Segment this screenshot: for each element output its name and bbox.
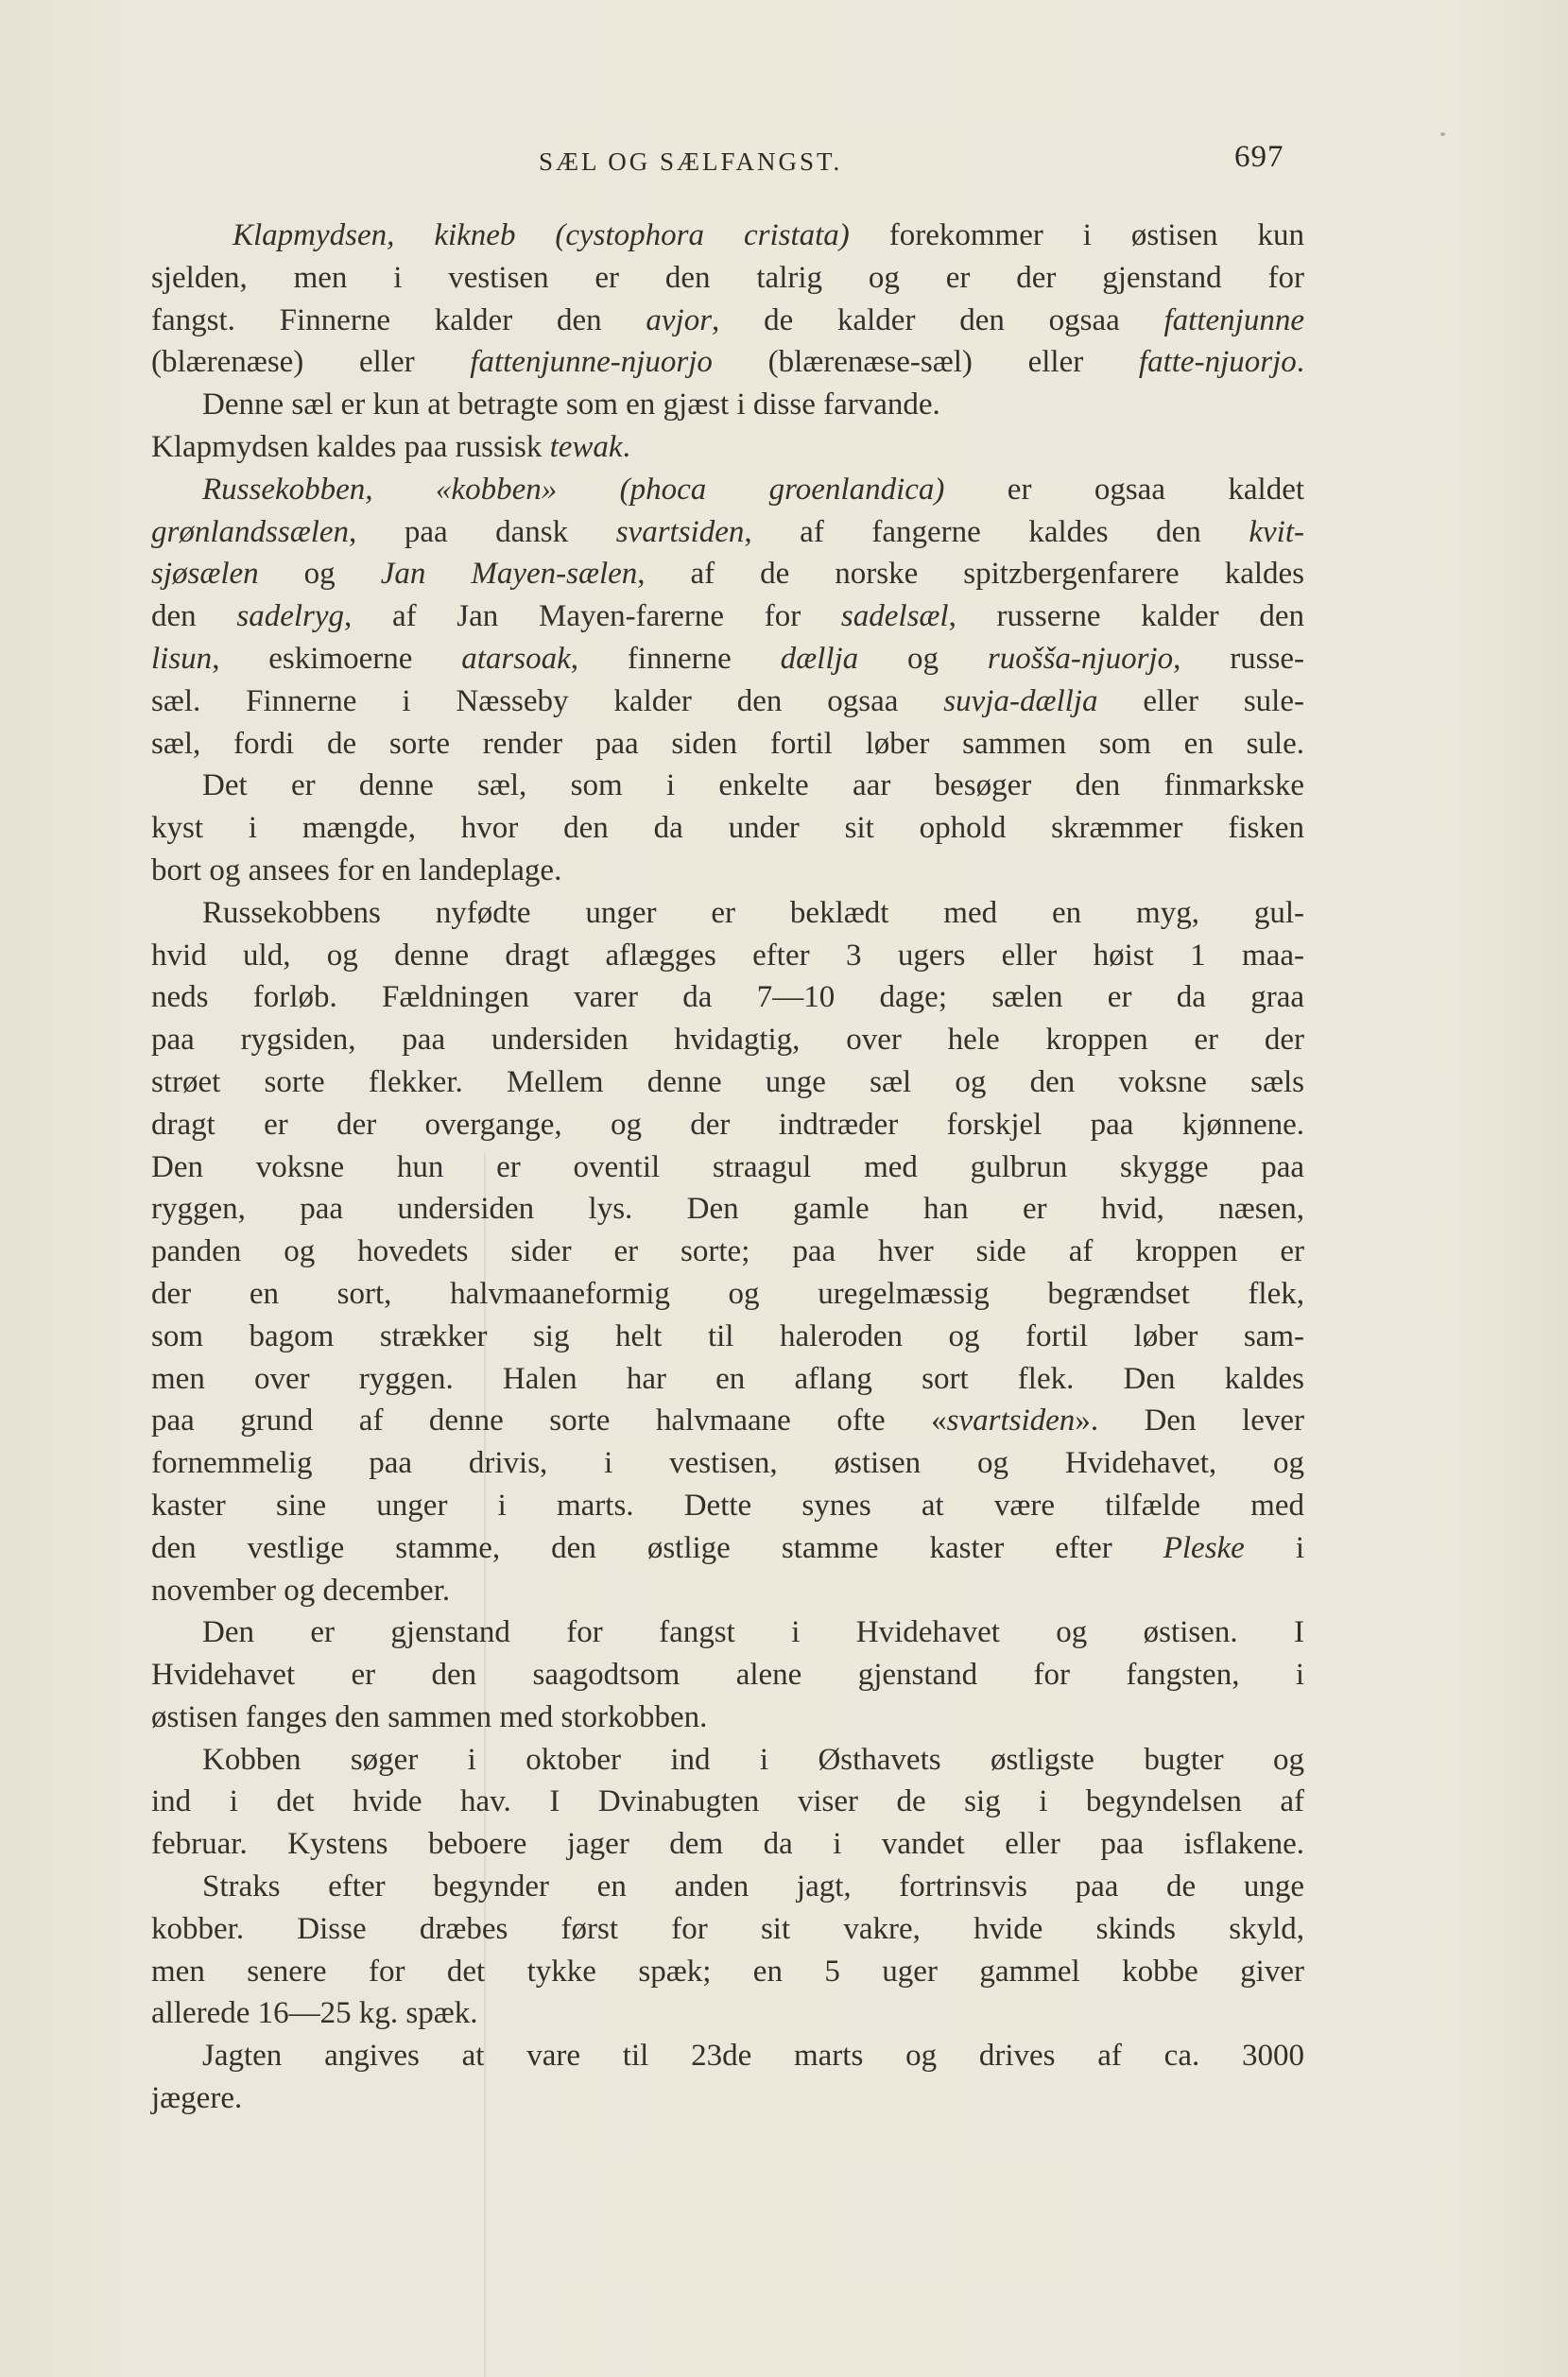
text-line: sæl. Finnerne i Næsseby kalder den ogsaa suvja-dællja eller sule- bbox=[151, 683, 1304, 718]
text-line: Denne sæl er kun at betragte som en gjæst i disse farvande. bbox=[202, 388, 940, 422]
text-line: dragt er der overgange, og der indtræder forskjel paa kjønnene. bbox=[151, 1107, 1304, 1142]
text-line: østisen fanges den sammen med storkobben. bbox=[151, 1699, 708, 1734]
page-number: 697 bbox=[1234, 140, 1284, 174]
text-line: kobber. Disse dræbes først for sit vakre, hvide skinds skyld, bbox=[151, 1911, 1304, 1946]
text-line: ind i det hvide hav. I Dvinabugten viser de sig i begyndelsen af bbox=[151, 1784, 1304, 1819]
text-line: men senere for det tykke spæk; en 5 uger gammel kobbe giver bbox=[151, 1954, 1304, 1989]
text-line: hvid uld, og denne dragt aflægges efter 3 ugers eller høist 1 maa- bbox=[151, 938, 1304, 973]
text-line: kyst i mængde, hvor den da under sit ophold skræmmer fisken bbox=[151, 811, 1304, 846]
text-line: Den voksne hun er oventil straagul med gulbrun skygge paa bbox=[151, 1149, 1304, 1184]
body-text bbox=[151, 215, 1304, 2120]
text-line: Kobben søger i oktober ind i Østhavets østligste bugter og bbox=[202, 1742, 1304, 1777]
text-line: Klapmydsen kaldes paa russisk tewak. bbox=[151, 429, 630, 464]
text-line: ryggen, paa undersiden lys. Den gamle han er hvid, næsen, bbox=[151, 1192, 1304, 1227]
text-line: paa grund af denne sorte halvmaane ofte «svartsiden». Den lever bbox=[151, 1404, 1305, 1438]
text-line: Straks efter begynder en anden jagt, fortrinsvis paa de unge bbox=[202, 1869, 1304, 1904]
text-line: lisun, eskimoerne atarsoak, finnerne dællja og ruošša-njuorjo, russe- bbox=[151, 641, 1305, 676]
text-line: panden og hovedets sider er sorte; paa hver side af kroppen er bbox=[151, 1234, 1304, 1269]
text-line: Den er gjenstand for fangst i Hvidehavet og østisen. I bbox=[202, 1615, 1304, 1650]
text-line: sæl, fordi de sorte render paa siden fortil løber sammen som en sule. bbox=[151, 726, 1304, 761]
text-line: strøet sorte flekker. Mellem denne unge sæl og den voksne sæls bbox=[151, 1064, 1304, 1099]
text-line: paa rygsiden, paa undersiden hvidagtig, over hele kroppen er der bbox=[151, 1023, 1304, 1058]
text-line: den sadelryg, af Jan Mayen-farerne for sadelsæl, russerne kalder den bbox=[151, 599, 1304, 634]
text-line: den vestlige stamme, den østlige stamme kaster efter Pleske i bbox=[151, 1530, 1304, 1565]
text-line: februar. Kystens beboere jager dem da i vandet eller paa isflakene. bbox=[151, 1827, 1304, 1862]
text-line: kaster sine unger i marts. Dette synes at være tilfælde med bbox=[151, 1488, 1304, 1523]
text-line: der en sort, halvmaaneformig og uregelmæssig begrændset flek, bbox=[151, 1276, 1304, 1311]
text-line: men over ryggen. Halen har en aflang sort flek. Den kaldes bbox=[151, 1361, 1304, 1396]
text-line: bort og ansees for en landeplage. bbox=[151, 853, 562, 887]
running-title: SÆL OG SÆLFANGST. bbox=[539, 147, 843, 176]
text-line: Russekobbens nyfødte unger er beklædt med en myg, gul- bbox=[202, 895, 1304, 930]
text-line: neds forløb. Fældningen varer da 7—10 dage; sælen er da graa bbox=[151, 980, 1304, 1015]
text-line: Det er denne sæl, som i enkelte aar besøger den finmarkske bbox=[202, 768, 1304, 803]
text-line: november og december. bbox=[151, 1573, 451, 1608]
text-line: Hvidehavet er den saagodtsom alene gjenstand for fangsten, i bbox=[151, 1658, 1304, 1693]
text-line: fangst. Finnerne kalder den avjor, de kalder den ogsaa fattenjunne bbox=[151, 302, 1304, 337]
paper-speck bbox=[1440, 132, 1445, 136]
text-line: sjøsælen og Jan Mayen-sælen, af de norske spitzbergenfarere kaldes bbox=[151, 557, 1304, 592]
text-line: fornemmelig paa drivis, i vestisen, østisen og Hvidehavet, og bbox=[151, 1446, 1304, 1481]
text-line: Jagten angives at vare til 23de marts og drives af ca. 3000 bbox=[202, 2039, 1304, 2074]
text-line: Russekobben, «kobben» (phoca groenlandica) er ogsaa kaldet bbox=[202, 472, 1305, 507]
text-line: grønlandssælen, paa dansk svartsiden, af fangerne kaldes den kvit- bbox=[151, 514, 1304, 549]
text-line: jægere. bbox=[151, 2081, 243, 2116]
text-line: (blærenæse) eller fattenjunne-njuorjo (blærenæse-sæl) eller fatte-njuorjo. bbox=[151, 345, 1304, 380]
text-line: som bagom strækker sig helt til haleroden og fortil løber sam- bbox=[151, 1318, 1304, 1353]
text-line: allerede 16—25 kg. spæk. bbox=[151, 1996, 478, 2031]
text-line: Klapmydsen, kikneb (cystophora cristata) forekommer i østisen kun bbox=[233, 218, 1305, 252]
text-line: sjelden, men i vestisen er den talrig og er der gjenstand for bbox=[151, 260, 1304, 295]
running-header bbox=[151, 140, 1304, 178]
